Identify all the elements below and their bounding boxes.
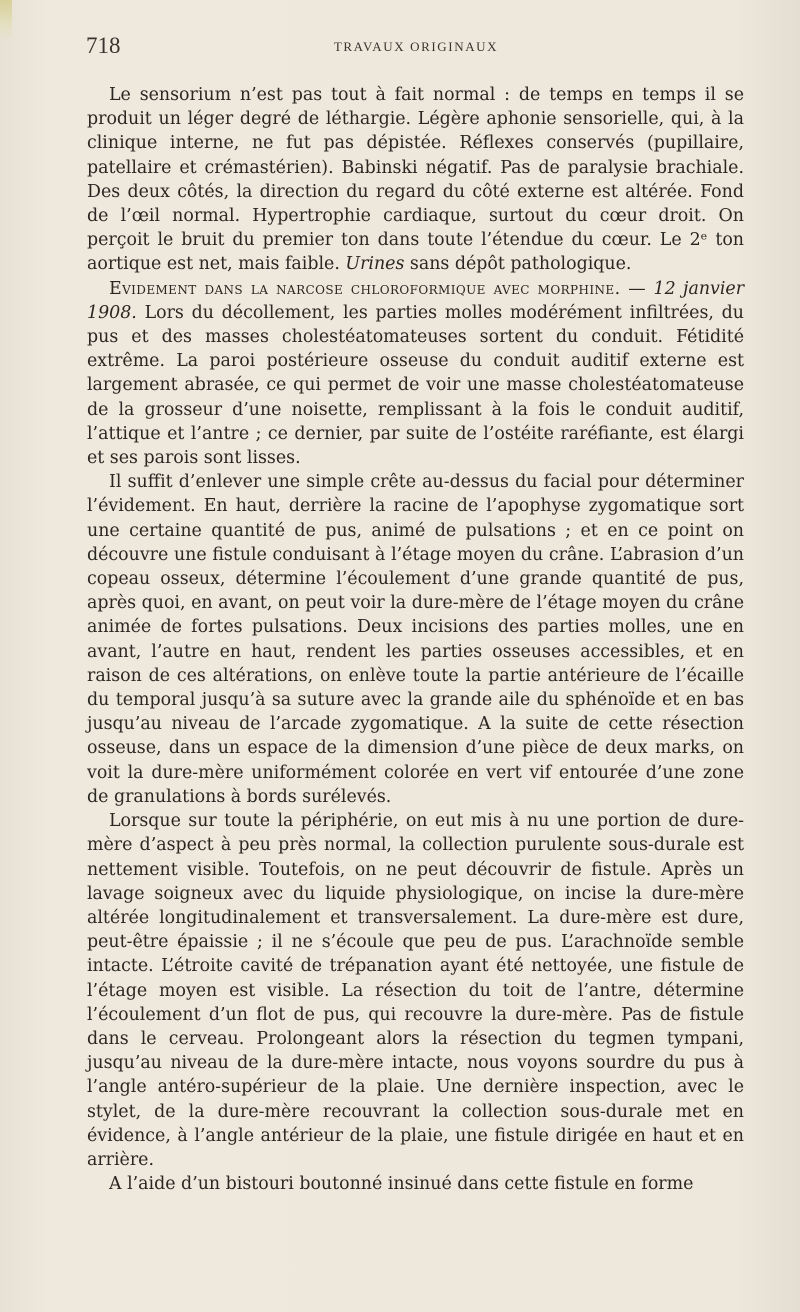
page-number: 718 <box>86 33 121 58</box>
paragraph-4: Lorsque sur toute la périphérie, on eut mis à nu une portion de dure-mère d’aspect à peu près normal, la collection purulente sous-durale est nettement visible. Toutefois, on ne peut découvrir de fistule. Après un lavage soigneux avec du liquide physiologique, on incise la dure-mère altérée longitudinalement et transversalement. La dure-mère est dure, peut-être épaissie ; il ne s’écoule que peu de pus. L’arachnoïde semble intacte. L’étroite cavité de trépanation ayant été nettoyée, une fistule de l’étage moyen est visible. La résection du toit de l’antre, détermine l’écoulement d’un flot de pus, qui recouvre la dure-mère. Pas de fistule dans le cerveau. Prolongeant alors la résection du tegmen tympani, jusqu’au niveau de la dure-mère intacte, nous voyons sourdre du pus à l’angle antéro-supérieur de la plaie. Une dernière inspection, avec le stylet, de la dure-mère recouvrant la collection sous-durale met en évidence, à l’angle antérieur de la plaie, une fistule dirigée en haut et en arrière. <box>87 811 744 1170</box>
paragraph-1 <box>87 83 744 277</box>
body-text <box>87 83 744 1196</box>
date-italic: 12 janvier 1908. <box>87 278 745 323</box>
paragraph-1-end: sans dépôt pathologique. <box>409 254 632 275</box>
running-title: TRAVAUX ORIGINAUX <box>333 39 499 54</box>
paragraph-5: A l’aide d’un bistouri boutonné insinué dans cette fistule en forme <box>109 1174 694 1195</box>
paragraph-1-text: Le sensorium n’est pas tout à fait normal : de temps en temps il se produit un léger degré de léthargie. Légère aphonie sensorielle, qui, à la clinique interne, ne fut pas dépistée. Réflexes conservés (pupillaire, patellaire et crémastérien). Babinski négatif. Pas de paralysie brachiale. Des deux côtés, la direction du regard du côté externe est altérée. Fond de l’œil normal. Hypertrophie cardiaque, surtout du cœur droit. On perçoit le bruit du premier ton dans toute l’étendue du cœur. Le 2ᵉ ton aortique est net, mais faible. <box>87 85 744 275</box>
paragraph-2-text: Lors du décollement, les parties molles modérément infiltrées, du pus et des masses cholestéatomateuses sortent du conduit. Fétidité extrême. La paroi postérieure osseuse du conduit auditif externe est largement abrasée, ce qui permet de voir une masse cholestéatomateuse de la grosseur d’une noisette, remplissant à la fois le conduit auditif, l’attique et l’antre ; ce dernier, par suite de l’ostéite raréfiante, est élargi et ses parois sont lisses. <box>87 302 744 469</box>
page-header <box>86 33 746 63</box>
page-corner-stain <box>0 0 12 40</box>
paragraph-3: Il suffit d’enlever une simple crête au-dessus du facial pour déterminer l’évidement. En haut, derrière la racine de l’apophyse zygomatique sort une certaine quantité de pus, animé de pulsations ; et en ce point on découvre une fistule conduisant à l’étage moyen du crâne. L’abrasion d’un copeau osseux, détermine l’écoulement d’une grande quantité de pus, après quoi, en avant, on peut voir la dure-mère de l’étage moyen du crâne animée de fortes pulsations. Deux incisions des parties molles, une en avant, l’autre en haut, rendent les parties osseuses accessibles, et en raison de ces altérations, on enlève toute la partie antérieure de l’écaille du temporal jusqu’à sa suture avec la grande aile du sphénoïde et en bas jusqu’au niveau de l’arcade zygomatique. A la suite de cette résection osseuse, dans un espace de la dimension d’une pièce de deux marks, on voit la dure-mère uniformément colorée en vert vif entourée d’une zone de granulations à bords surélevés. <box>87 472 744 807</box>
urines-italic: Urines <box>345 254 405 275</box>
paragraph-2 <box>87 277 744 471</box>
section-heading: Evidement dans la narcose chloroformique avec morphine. — <box>109 278 647 299</box>
